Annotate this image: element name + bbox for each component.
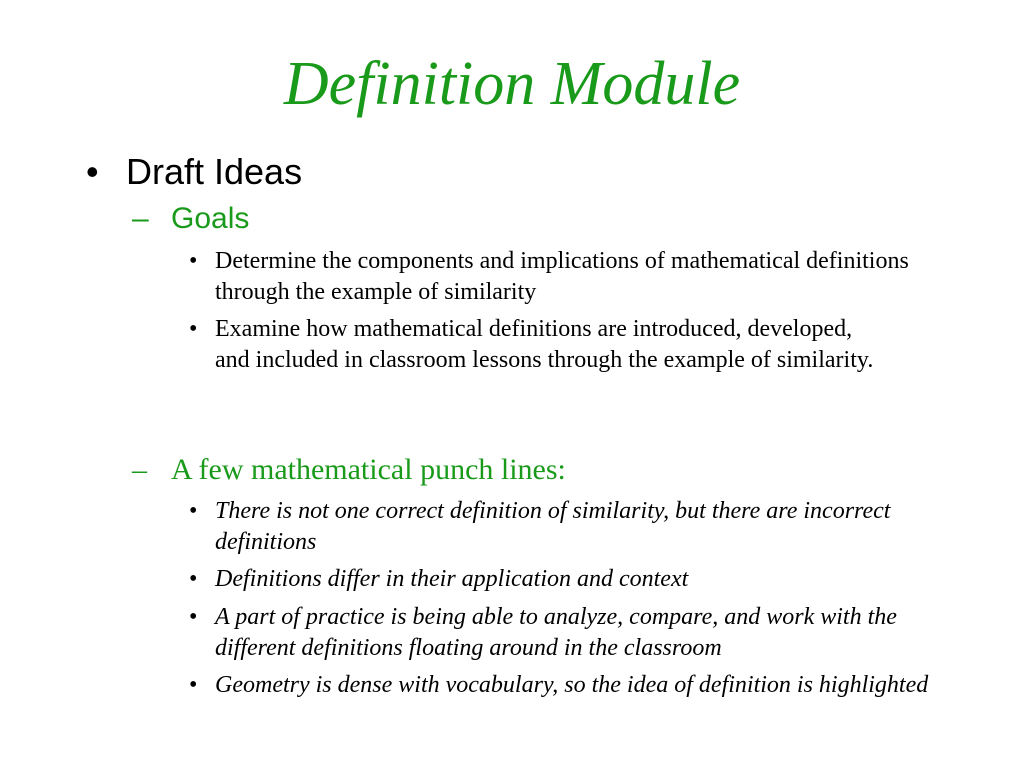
dash-punch-lines: – — [132, 453, 147, 486]
slide-title: Definition Module — [283, 50, 741, 118]
bullet-goal-2: • — [189, 316, 198, 342]
subheading-punch-lines: A few mathematical punch lines: — [171, 453, 566, 486]
dash-goals: – — [132, 202, 149, 235]
bullet-punch-2: • — [189, 566, 198, 592]
bullet-punch-1: • — [189, 498, 198, 524]
bullet-punch-3: • — [189, 604, 198, 630]
punch-item-2: Definitions differ in their application and context — [215, 566, 689, 592]
goal-item-2: Examine how mathematical definitions are introduced, developed, and included in classroom lessons through the example of similarity. — [215, 316, 874, 373]
punch-item-3: A part of practice is being able to analyze, compare, and work with the different definitions floating around in the classroom — [215, 604, 897, 661]
bullet-goal-1: • — [189, 248, 198, 274]
bullet-draft-ideas: • — [86, 151, 99, 192]
bullet-punch-4: • — [189, 672, 198, 698]
heading-draft-ideas: Draft Ideas — [126, 151, 303, 192]
goal-item-1: Determine the components and implications of mathematical definitions through the example of similarity — [215, 248, 909, 305]
subheading-goals: Goals — [171, 202, 250, 235]
punch-item-4: Geometry is dense with vocabulary, so the idea of definition is highlighted — [215, 672, 929, 698]
punch-item-1: There is not one correct definition of similarity, but there are incorrect definitions — [215, 498, 891, 555]
